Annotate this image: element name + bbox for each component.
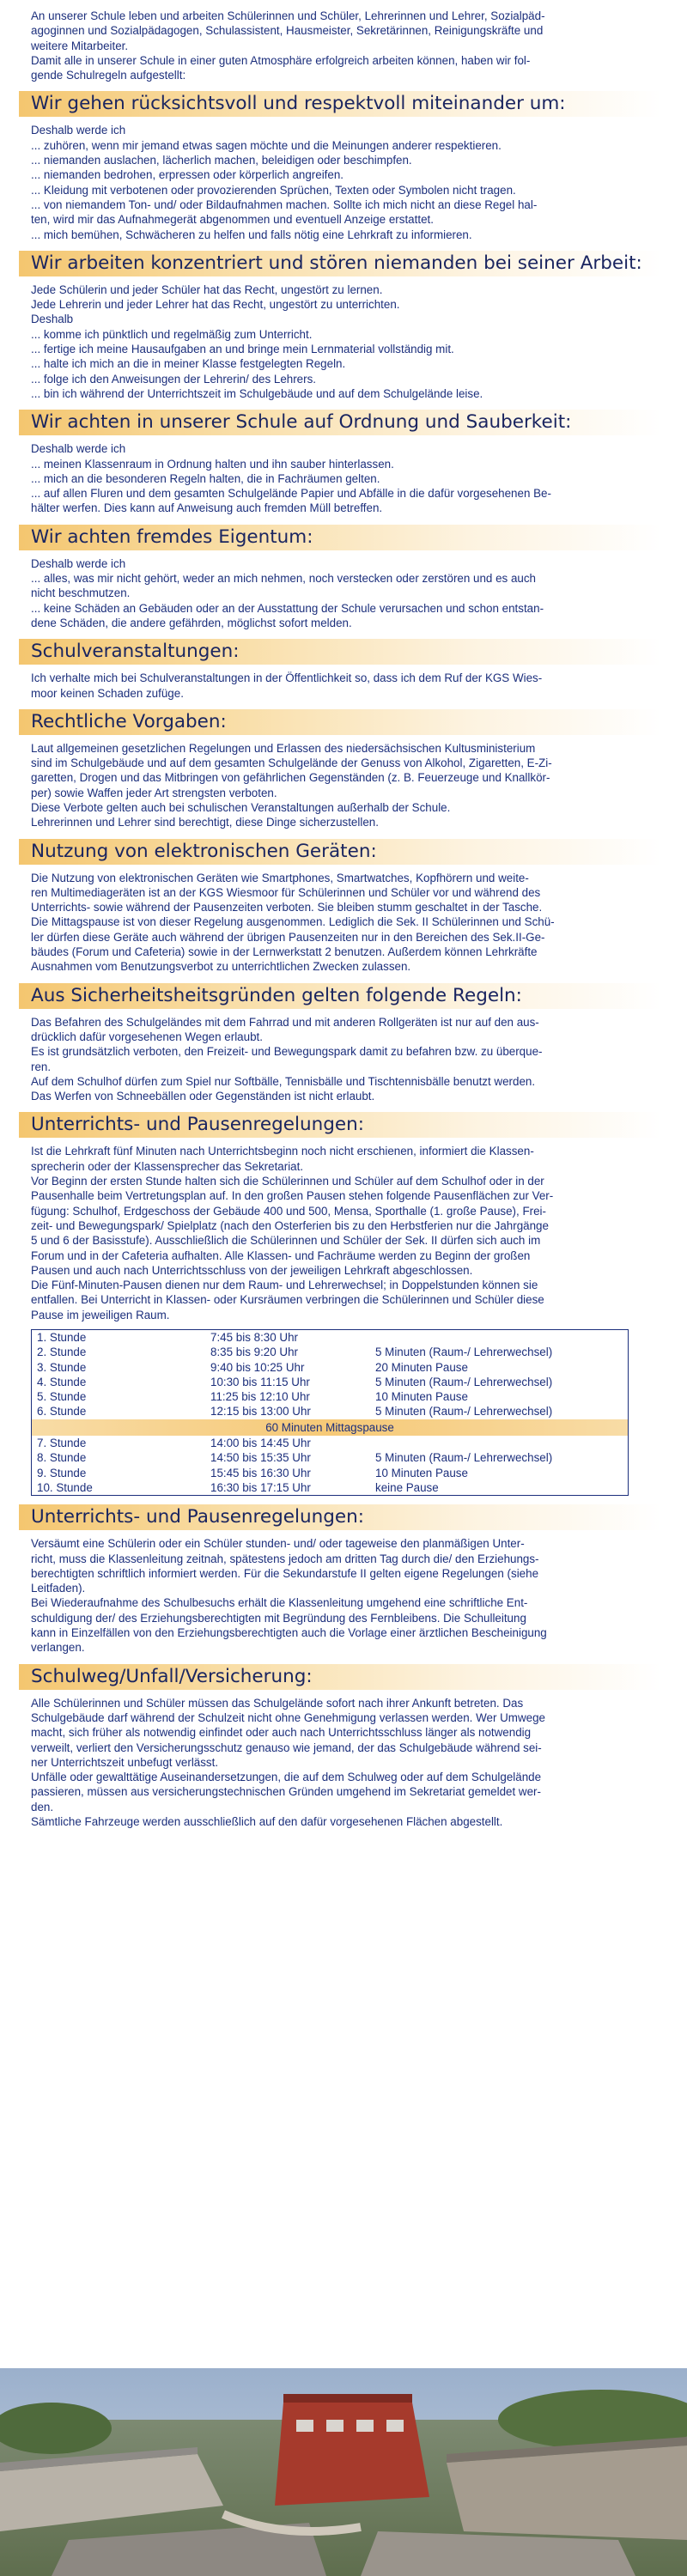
section-line: ... auf allen Fluren und dem gesamten Schulgelände Papier und Abfälle in die dafür vorgesehenen Be- — [31, 487, 551, 501]
section-line: Diese Verbote gelten auch bei schulischen Veranstaltungen außerhalb der Schule. — [31, 800, 451, 814]
section-line: Lehrerinnen und Lehrer sind berechtigt, diese Dinge sicherzustellen. — [31, 816, 379, 829]
table-row — [32, 1404, 629, 1419]
section-line: Versäumt eine Schülerin oder ein Schüler stunden- und/ oder tageweise den planmäßigen Unter- — [31, 1537, 525, 1551]
table-row — [32, 1330, 629, 1346]
section-line: Die Fünf-Minuten-Pausen dienen nur dem Raum- und Lehrerwechsel; in Doppelstunden können sie — [31, 1279, 538, 1292]
section-line: Es ist grundsätzlich verboten, den Freizeit- und Bewegungspark damit zu befahren bzw. zu überque- — [31, 1045, 543, 1059]
section-line: entfallen. Bei Unterricht in Klassen- oder Kursräumen verbringen die Schülerinnen und Schüler diese — [31, 1293, 544, 1307]
section-line: berechtigten schriftlich informiert werden. Für die Sekundarstufe II gelten eigene Regelungen (siehe — [31, 1566, 539, 1580]
lesson-name: 1. Stunde — [37, 1331, 87, 1344]
timetable — [31, 1329, 629, 1496]
section-heading-concentration: Wir arbeiten konzentriert und stören niemanden bei seiner Arbeit: — [19, 251, 661, 276]
section-line: ... Kleidung mit verbotenen oder provozierenden Sprüchen, Texten oder Symbolen nicht tragen. — [31, 183, 516, 197]
section-line: hälter werfen. Dies kann auf Anweisung auch fremden Müll betreffen. — [31, 501, 383, 515]
section-line: richt, muss die Klassenleitung zeitnah, spätestens jedoch am dritten Tag durch die/ den Erziehungs- — [31, 1552, 539, 1565]
section-heading-absence: Unterrichts- und Pausenregelungen: — [19, 1504, 661, 1530]
section-heading-breaks: Unterrichts- und Pausenregelungen: — [19, 1112, 661, 1138]
section-line: ... zuhören, wenn mir jemand etwas sagen möchte und die Meinungen anderer respektieren. — [31, 138, 502, 152]
section-line: Die Mittagspause ist von dieser Regelung ausgenommen. Lediglich die Sek. II Schülerinnen und Schü- — [31, 915, 555, 929]
section-line: Deshalb werde ich — [31, 442, 126, 456]
break-info: 20 Minuten Pause — [375, 1360, 468, 1374]
school-aerial-photo — [0, 2368, 687, 2576]
section-line: Bei Wiederaufnahme des Schulbesuchs erhält die Klassenleitung umgehend eine schriftliche Ent- — [31, 1596, 528, 1610]
section-line: ... keine Schäden an Gebäuden oder an der Ausstattung der Schule verursachen und schon entstan- — [31, 601, 544, 615]
lesson-time: 10:30 bis 11:15 Uhr — [210, 1375, 310, 1388]
section-line: fügung: Schulhof, Erdgeschoss der Gebäude 400 und 500, Mensa, Sporthalle (1. große Pause), Frei- — [31, 1204, 546, 1218]
section-body-property — [31, 556, 661, 630]
section-line: ... mich an die besonderen Regeln halten, die in Fachräumen gelten. — [31, 471, 380, 485]
section-line: sprecherin oder der Klassensprecher das Sekretariat. — [31, 1159, 304, 1173]
timetable-table — [31, 1329, 629, 1496]
section-line: ... folge ich den Anweisungen der Lehrerin/ des Lehrers. — [31, 372, 316, 386]
intro-line: An unserer Schule leben und arbeiten Schülerinnen und Schüler, Lehrerinnen und Lehrer, Sozialpäd- — [31, 9, 545, 22]
lesson-name: 6. Stunde — [37, 1405, 87, 1419]
table-row — [32, 1480, 629, 1496]
section-line: nicht beschmutzen. — [31, 586, 131, 600]
section-line: Das Werfen von Schneebällen oder Gegenständen ist nicht erlaubt. — [31, 1090, 375, 1103]
table-row — [32, 1466, 629, 1480]
section-line: ... fertige ich meine Hausaufgaben an und bringe mein Lernmaterial vollständig mit. — [31, 343, 454, 356]
section-line: ... mich bemühen, Schwächeren zu helfen und falls nötig eine Lehrkraft zu informieren. — [31, 228, 472, 241]
section-line: ren. — [31, 1060, 52, 1073]
section-body-devices — [31, 871, 661, 975]
section-line: 5 und 6 der Basisstufe). Ausschließlich die Schülerinnen und Schüler der Sek. II dürfen sich auch im — [31, 1234, 541, 1248]
section-line: Unterrichts- sowie während der Pausenzeiten verboten. Sie bleiben stumm geschaltet in der Tasche. — [31, 901, 543, 914]
section-line: ... meinen Klassenraum in Ordnung halten und ihn sauber hinterlassen. — [31, 457, 394, 471]
section-line: per) sowie Waffen jeder Art strengsten verboten. — [31, 786, 277, 799]
school-buildings-illustration — [0, 2368, 687, 2576]
section-line: garetten, Drogen und das Mitbringen von gefährlichen Gegenständen (z. B. Feuerzeuge und Knallkör- — [31, 771, 550, 785]
lesson-time: 11:25 bis 12:10 Uhr — [210, 1390, 310, 1404]
section-line: moor keinen Schaden zufüge. — [31, 686, 184, 700]
section-body-legal — [31, 741, 661, 830]
lesson-name: 5. Stunde — [37, 1390, 87, 1404]
lesson-time: 8:35 bis 9:20 Uhr — [210, 1346, 298, 1359]
section-line: Pausenhalle beim Vertretungsplan auf. In den großen Pausen stehen folgende Pausenflächen zur Ver- — [31, 1189, 554, 1203]
section-line: Das Befahren des Schulgeländes mit dem Fahrrad und mit anderen Rollgeräten ist nur auf den aus- — [31, 1015, 539, 1029]
lesson-name: 3. Stunde — [37, 1360, 87, 1374]
section-line: Laut allgemeinen gesetzlichen Regelungen und Erlassen des niedersächsischen Kultusministerium — [31, 741, 536, 755]
section-body-order — [31, 441, 661, 515]
lesson-name: 7. Stunde — [37, 1437, 87, 1450]
section-body-respect — [31, 123, 661, 241]
section-line: bäudes (Forum und Cafeteria) sowie in der Lernwerkstatt 2 benutzen. Außerdem können Lehrkräfte — [31, 945, 538, 959]
table-row — [32, 1345, 629, 1359]
section-line: zeit- und Bewegungspark/ Spielplatz (nach den Osterferien bis zu den Herbstferien nur die Jahrgänge — [31, 1218, 549, 1232]
table-row — [32, 1450, 629, 1465]
section-line: macht, sich früher als notwendig einfindet oder auch nach Unterrichtsschluss länger als notwendig — [31, 1726, 532, 1740]
break-info — [370, 1330, 629, 1346]
section-line: kann in Einzelfällen von den Erziehungsberechtigten auch die Vorlage einer ärztlichen Bescheinigung — [31, 1626, 547, 1640]
section-body-events — [31, 671, 661, 701]
table-row — [32, 1360, 629, 1375]
break-info: 5 Minuten (Raum-/ Lehrerwechsel) — [375, 1375, 553, 1388]
section-line: Deshalb — [31, 313, 74, 326]
section-line: Deshalb werde ich — [31, 556, 126, 570]
section-line: ... alles, was mir nicht gehört, weder an mich nehmen, noch verstecken oder zerstören und es auch — [31, 572, 536, 586]
table-row — [32, 1436, 629, 1450]
document-body-lower — [0, 1504, 687, 1829]
section-line: sind im Schulgebäude und auf dem gesamten Schulgelände der Genuss von Alkohol, Zigaretten, E-Zi- — [31, 756, 552, 770]
break-info: 5 Minuten (Raum-/ Lehrerwechsel) — [375, 1451, 553, 1465]
section-line: ler dürfen diese Geräte auch während der übrigen Pausenzeiten nur in den Bereichen des Sek.II-Ge- — [31, 930, 545, 944]
section-line: ner Unterrichtszeit unbefugt verlässt. — [31, 1755, 219, 1769]
section-heading-safety: Aus Sicherheitsheitsgründen gelten folgende Regeln: — [19, 983, 661, 1009]
section-line: passieren, müssen aus versicherungstechnischen Gründen umgehend im Sekretariat gemeldet wer- — [31, 1785, 541, 1799]
lesson-name: 8. Stunde — [37, 1451, 87, 1465]
section-line: Leitfaden). — [31, 1582, 86, 1595]
intro-paragraph — [31, 9, 661, 82]
section-heading-insurance: Schulweg/Unfall/Versicherung: — [19, 1664, 661, 1690]
section-heading-order: Wir achten in unserer Schule auf Ordnung und Sauberkeit: — [19, 410, 661, 435]
section-line: Jede Schülerin und jeder Schüler hat das Recht, ungestört zu lernen. — [31, 283, 383, 296]
lesson-time: 14:50 bis 15:35 Uhr — [210, 1451, 311, 1465]
section-line: ... niemanden auslachen, lächerlich machen, beleidigen oder beschimpfen. — [31, 154, 412, 167]
section-line: Unfälle oder gewalttätige Auseinandersetzungen, die auf dem Schulweg oder auf dem Schulgelände — [31, 1771, 542, 1784]
intro-line: weitere Mitarbeiter. — [31, 39, 129, 52]
intro-line: gende Schulregeln aufgestellt: — [31, 69, 186, 82]
section-line: schuldigung der/ des Erziehungsberechtigten mit Begründung des Fernbleibens. Die Schulleitung — [31, 1611, 526, 1625]
section-body-concentration — [31, 283, 661, 401]
lesson-time: 7:45 bis 8:30 Uhr — [210, 1331, 298, 1344]
section-line: ... von niemandem Ton- und/ oder Bildaufnahmen machen. Sollte ich mich nicht an diese Regel hal- — [31, 197, 538, 211]
table-row — [32, 1389, 629, 1404]
lesson-time: 12:15 bis 13:00 Uhr — [210, 1405, 311, 1419]
break-info — [370, 1436, 629, 1450]
section-heading-events: Schulveranstaltungen: — [19, 639, 661, 665]
section-heading-property: Wir achten fremdes Eigentum: — [19, 525, 661, 550]
lesson-name: 9. Stunde — [37, 1466, 87, 1479]
section-body-absence — [31, 1536, 661, 1655]
lesson-time: 14:00 bis 14:45 Uhr — [210, 1437, 311, 1450]
section-line: Auf dem Schulhof dürfen zum Spiel nur Softbälle, Tennisbälle und Tischtennisbälle benutzt werden. — [31, 1074, 536, 1088]
section-line: Ich verhalte mich bei Schulveranstaltungen in der Öffentlichkeit so, dass ich dem Ruf der KGS Wies- — [31, 671, 543, 685]
lesson-name: 2. Stunde — [37, 1346, 87, 1359]
section-line: Pause im jeweiligen Raum. — [31, 1308, 170, 1321]
section-line: Deshalb werde ich — [31, 124, 126, 137]
lesson-name: 4. Stunde — [37, 1375, 87, 1388]
section-line: Schulgebäude darf während der Schulzeit nicht ohne Genehmigung verlassen werden. Wer Umwege — [31, 1710, 545, 1724]
lesson-name: 10. Stunde — [37, 1480, 93, 1494]
lunch-break-label: 60 Minuten Mittagspause — [32, 1419, 629, 1436]
intro-line: Damit alle in unserer Schule in einer guten Atmosphäre erfolgreich arbeiten können, haben wir fol- — [31, 53, 531, 67]
section-line: Ausnahmen vom Benutzungsverbot zu unterrichtlichen Zwecken zulassen. — [31, 960, 411, 974]
section-line: verlangen. — [31, 1641, 85, 1655]
section-line: ... bin ich während der Unterrichtszeit im Schulgebäude und auf dem Schulgelände leise. — [31, 386, 483, 400]
lesson-time: 9:40 bis 10:25 Uhr — [210, 1360, 305, 1374]
section-line: Die Nutzung von elektronischen Geräten wie Smartphones, Smartwatches, Kopfhörern und weite- — [31, 871, 529, 884]
section-line: ... niemanden bedrohen, erpressen oder körperlich angreifen. — [31, 168, 344, 182]
break-info: keine Pause — [375, 1480, 439, 1494]
section-heading-legal: Rechtliche Vorgaben: — [19, 709, 661, 735]
lesson-time: 15:45 bis 16:30 Uhr — [210, 1466, 311, 1479]
section-line: verweilt, verliert den Versicherungsschutz genauso wie jemand, der das Schulgebäude während sei- — [31, 1741, 542, 1754]
section-body-insurance — [31, 1696, 661, 1830]
section-body-breaks — [31, 1144, 661, 1322]
section-line: Sämtliche Fahrzeuge werden ausschließlich auf den dafür vorgesehenen Flächen abgestellt. — [31, 1815, 503, 1829]
section-line: Ist die Lehrkraft fünf Minuten nach Unterrichtsbeginn noch nicht erschienen, informiert die Klassen- — [31, 1145, 534, 1158]
break-info: 10 Minuten Pause — [375, 1466, 468, 1479]
intro-line: agoginnen und Sozialpädagogen, Schulassistent, Hausmeister, Sekretärinnen, Reinigungskräfte und — [31, 24, 544, 38]
section-line: drücklich dafür vorgesehenen Wegen erlaubt. — [31, 1030, 263, 1043]
section-line: Alle Schülerinnen und Schüler müssen das Schulgelände sofort nach ihrer Ankunft betreten. Das — [31, 1696, 524, 1710]
break-info: 10 Minuten Pause — [375, 1390, 468, 1404]
section-line: Forum und in der Cafeteria aufhalten. Alle Klassen- und Fachräume werden zu Beginn der großen — [31, 1249, 531, 1262]
break-info: 5 Minuten (Raum-/ Lehrerwechsel) — [375, 1346, 553, 1359]
section-body-safety — [31, 1015, 661, 1104]
section-line: ren Multimediageräten ist an der KGS Wiesmoor für Schülerinnen und Schüler vor und während des — [31, 885, 541, 899]
section-line: Jede Lehrerin und jeder Lehrer hat das Recht, ungestört zu unterrichten. — [31, 298, 400, 312]
section-line: Vor Beginn der ersten Stunde halten sich die Schülerinnen und Schüler auf dem Schulhof oder in der — [31, 1175, 544, 1188]
section-line: ten, wird mir das Aufnahmegerät abgenommen und eventuell Anzeige erstattet. — [31, 213, 434, 227]
section-line: den. — [31, 1800, 54, 1814]
lunch-break-row — [32, 1419, 629, 1436]
section-line: ... komme ich pünktlich und regelmäßig zum Unterricht. — [31, 327, 313, 341]
section-line: dene Schäden, die andere gefährden, möglichst sofort melden. — [31, 616, 352, 629]
section-line: ... halte ich mich an die in meiner Klasse festgelegten Regeln. — [31, 357, 346, 371]
section-heading-respect: Wir gehen rücksichtsvoll und respektvoll miteinander um: — [19, 91, 661, 117]
section-heading-devices: Nutzung von elektronischen Geräten: — [19, 839, 661, 865]
table-row — [32, 1375, 629, 1389]
section-line: Pausen und auch nach Unterrichtsschluss von der jeweiligen Lehrkraft abgeschlossen. — [31, 1263, 473, 1277]
break-info: 5 Minuten (Raum-/ Lehrerwechsel) — [375, 1405, 553, 1419]
lesson-time: 16:30 bis 17:15 Uhr — [210, 1480, 311, 1494]
